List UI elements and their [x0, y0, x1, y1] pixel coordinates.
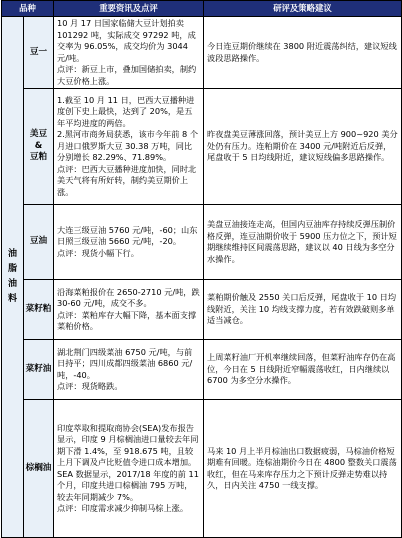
info-text: 10 月 17 日国家临储大豆计划拍卖 101292 吨，实际成交 97292 吨，成交率为 96.05%，成交均价为 3044 元/吨。 — [57, 18, 196, 63]
category-cell — [24, 280, 54, 340]
info-cell — [54, 400, 204, 538]
category-name: 豆油 — [29, 236, 48, 247]
table-row — [2, 400, 402, 538]
table-header-row — [2, 1, 402, 17]
info-text: 湖北荆门四级菜油 6750 元/吨，与前日持平；四川成都四级菜油 6860 元/吨，-40。 — [57, 346, 193, 380]
info-text: 大连三级豆油 5760 元/吨，-60；山东日照三级豆油 5660 元/吨，-20。 — [57, 224, 198, 247]
advice-cell — [204, 89, 402, 205]
category-cell — [24, 340, 54, 400]
info-comment: 点评：现货小幅下行。 — [57, 247, 139, 258]
info-cell — [54, 340, 204, 400]
info-cell — [54, 89, 204, 205]
section-label — [2, 17, 24, 538]
advice-text: 昨夜盘美豆薄涨回落，预计美豆上方 900~920 美分处仍有压力。连粕期价在 3400 元/吨附近后反弹，尾盘收于 5 日均线附近，建议短线偏多思路操作。 — [207, 129, 398, 163]
advice-text: 菜粕期价触及 2550 关口后反弹，尾盘收于 10 日均线附近，关注 10 均线支撑力度，若有效跌破则多单适当减仓。 — [207, 292, 397, 326]
category-cell — [24, 17, 54, 89]
header-category: 品种 — [2, 1, 54, 17]
section-char: 油 — [7, 279, 17, 289]
info-text: 1.截至 10 月 11 日，巴西大豆播种进度创下史上最快，达到了 20%，是五年平均进度的两倍。 — [57, 94, 195, 128]
category-name: 豆一 — [29, 46, 48, 57]
category-name: 菜籽油 — [25, 363, 52, 374]
advice-text: 上周菜籽油厂开机率继续回落，但菜籽油库存仍在高位，今日在 5 日线附近窄幅震荡收红，日内继续以 6700 为多空分水操作。 — [207, 352, 396, 386]
advice-text: 马来 10 月上半月棕油出口数据疲弱，马棕油价格短期难有回暖。连棕油期价今日在 4800 整数关口震荡收红，但在马来库存压力之下预计反弹走势难以持久，日内关注 4750 一线支撑。 — [207, 445, 397, 490]
category-name: 菜籽粕 — [25, 303, 52, 314]
category-name: 豆粕 — [29, 152, 48, 163]
advice-cell — [204, 400, 402, 538]
section-char: 油 — [7, 249, 17, 259]
table-row — [2, 280, 402, 340]
advice-cell — [204, 340, 402, 400]
info-comment: 点评：菜粕库存大幅下降，基本面支撑菜粕价格。 — [57, 309, 197, 331]
info-comment: 点评：巴西大豆播种进度加快，同时北美天气将有所好转，制约美豆期价上涨。 — [57, 163, 197, 197]
advice-cell — [204, 280, 402, 340]
section-char: 料 — [7, 294, 17, 304]
header-info: 重要资讯及点评 — [54, 1, 204, 17]
table-row — [2, 17, 402, 89]
info-cell — [54, 280, 204, 340]
info-comment: 点评：新豆上市，叠加国储拍卖，制约大豆价格上涨。 — [57, 64, 197, 86]
header-advice: 研评及策略建议 — [204, 1, 402, 17]
category-cell — [24, 89, 54, 205]
category-name: 棕榈油 — [25, 462, 52, 473]
info-comment: 点评：印度需求减少抑制马棕上涨。 — [57, 503, 189, 513]
info-comment: 点评：现货略跌。 — [57, 381, 123, 391]
advice-cell — [204, 205, 402, 280]
category-cell — [24, 205, 54, 280]
info-text: 沿海菜粕报价在 2650-2710 元/吨，跌 30-60 元/吨，成交不多。 — [57, 286, 200, 308]
category-name: 美豆 — [29, 129, 48, 140]
info-text: 印度萃取和提取商协会(SEA)发布报告显示，印度 9 月棕榈油进口量较去年同期下滑 1.4%，至 918.675 吨，且较上月下调及卢比贬值令进口成本增加。SEA 数据显示，2017/18 年度的前 11 个月，印度共进口棕榈油 795 万吨，较去年同期减少 7%。 — [57, 422, 199, 502]
table-row — [2, 340, 402, 400]
info-cell — [54, 17, 204, 89]
advice-text: 美盘豆油接连走高，但国内豆油库存持续反弹压制价格反弹，连豆油期价收于 5900 压力位之下，预计短期继续维持区间震荡思路，建议以 40 日线为多空分水操作。 — [207, 219, 397, 264]
info-cell — [54, 205, 204, 280]
table-row — [2, 89, 402, 205]
table-row — [2, 205, 402, 280]
commodity-report-table — [1, 0, 402, 538]
advice-cell — [204, 17, 402, 89]
category-name: & — [34, 140, 43, 151]
section-char: 脂 — [7, 264, 17, 274]
info-text: 2.黑河市商务局获悉，该市今年前 8 个月进口俄罗斯大豆 30.38 万吨，同比分别增长 82.29%、71.89%。 — [57, 129, 199, 163]
advice-text: 今日连豆期价继续在 3800 附近震荡纠结，建议短线波段思路操作。 — [207, 41, 397, 63]
category-cell — [24, 400, 54, 538]
